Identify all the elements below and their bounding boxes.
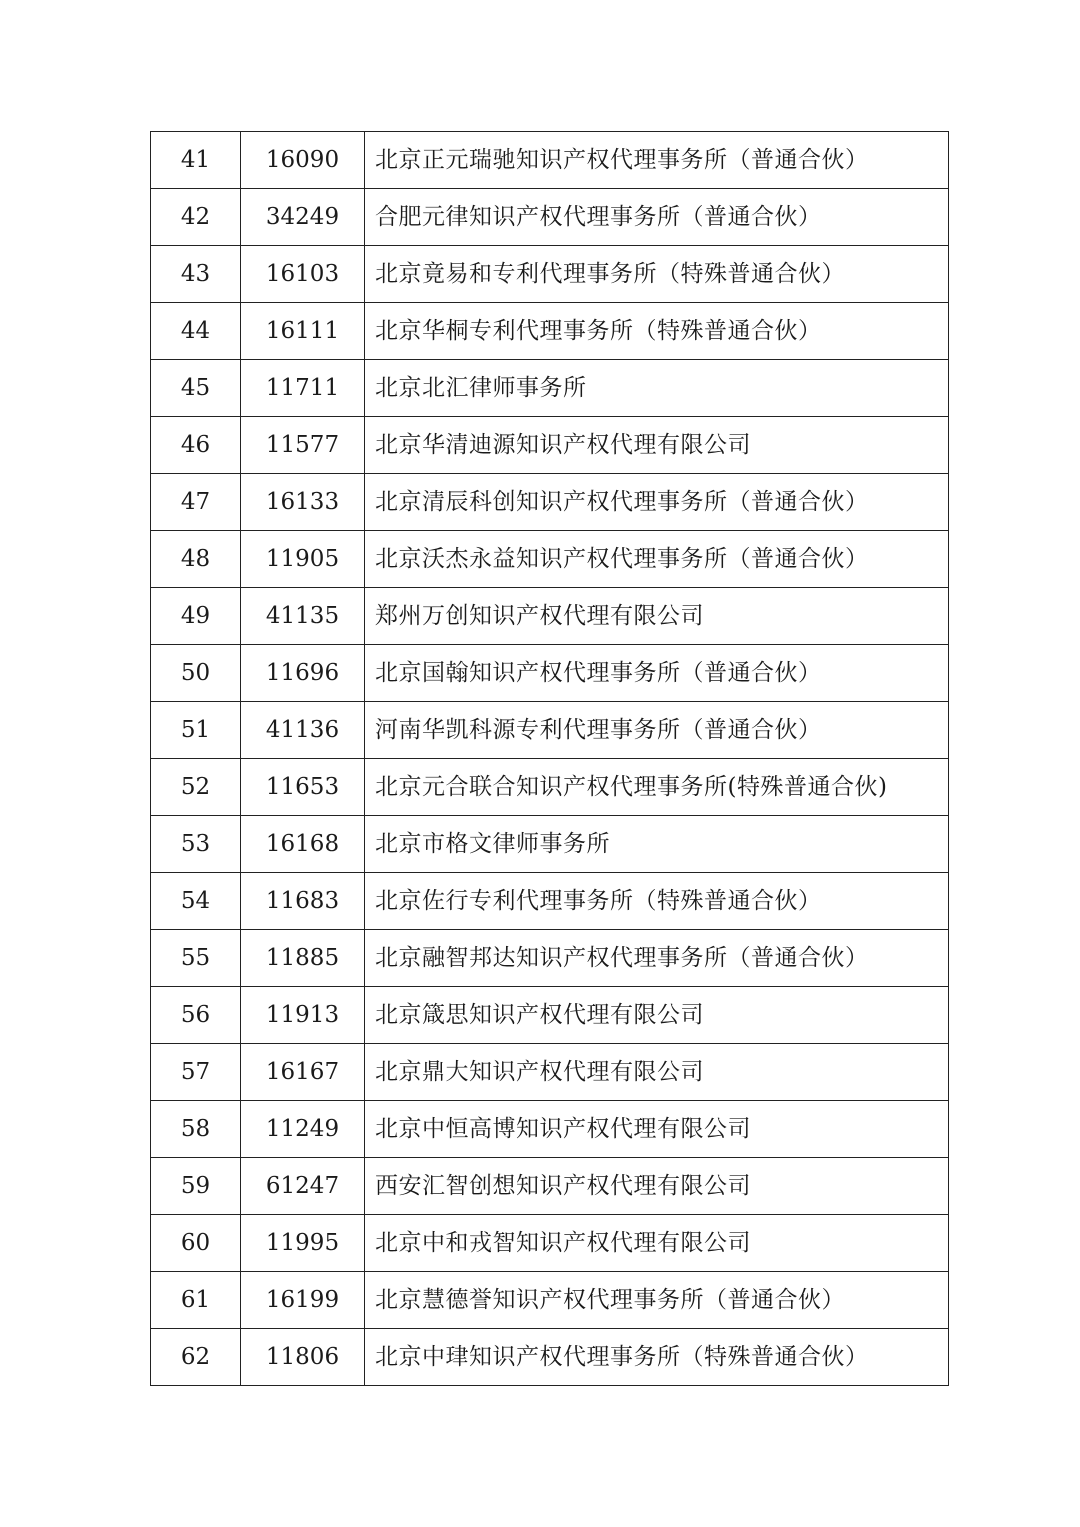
row-agency-code: 11913 [241,987,365,1044]
table-row [151,702,949,759]
row-agency-name: 北京正元瑞驰知识产权代理事务所（普通合伙） [365,132,949,189]
table-row [151,132,949,189]
row-agency-code: 11683 [241,873,365,930]
row-seq-number: 42 [151,189,241,246]
row-agency-code: 16167 [241,1044,365,1101]
table-body [151,132,949,1386]
row-agency-name: 北京中珒知识产权代理事务所（特殊普通合伙） [365,1329,949,1386]
row-seq-number: 52 [151,759,241,816]
table-row [151,1329,949,1386]
row-seq-number: 50 [151,645,241,702]
table-row [151,417,949,474]
row-agency-code: 11905 [241,531,365,588]
row-agency-code: 11711 [241,360,365,417]
row-agency-name: 北京中恒高博知识产权代理有限公司 [365,1101,949,1158]
table-row [151,1044,949,1101]
table-row [151,816,949,873]
row-agency-name: 北京中和戎智知识产权代理有限公司 [365,1215,949,1272]
row-agency-name: 北京融智邦达知识产权代理事务所（普通合伙） [365,930,949,987]
row-agency-name: 北京佐行专利代理事务所（特殊普通合伙） [365,873,949,930]
row-agency-name: 北京国翰知识产权代理事务所（普通合伙） [365,645,949,702]
row-seq-number: 62 [151,1329,241,1386]
row-agency-code: 11577 [241,417,365,474]
table-row [151,1272,949,1329]
row-agency-code: 16111 [241,303,365,360]
row-agency-code: 11806 [241,1329,365,1386]
row-agency-code: 61247 [241,1158,365,1215]
row-seq-number: 54 [151,873,241,930]
row-seq-number: 57 [151,1044,241,1101]
row-agency-code: 11696 [241,645,365,702]
row-seq-number: 47 [151,474,241,531]
row-agency-name: 西安汇智创想知识产权代理有限公司 [365,1158,949,1215]
table-row [151,1101,949,1158]
row-agency-code: 16199 [241,1272,365,1329]
row-agency-code: 11249 [241,1101,365,1158]
row-seq-number: 61 [151,1272,241,1329]
row-agency-name: 北京北汇律师事务所 [365,360,949,417]
row-agency-name: 北京箴思知识产权代理有限公司 [365,987,949,1044]
table-row [151,759,949,816]
row-seq-number: 44 [151,303,241,360]
row-seq-number: 56 [151,987,241,1044]
row-agency-name: 合肥元律知识产权代理事务所（普通合伙） [365,189,949,246]
row-agency-name: 北京华桐专利代理事务所（特殊普通合伙） [365,303,949,360]
table-row [151,246,949,303]
row-agency-code: 16168 [241,816,365,873]
row-seq-number: 58 [151,1101,241,1158]
table-row [151,987,949,1044]
row-agency-name: 北京沃杰永益知识产权代理事务所（普通合伙） [365,531,949,588]
table-row [151,474,949,531]
row-agency-name: 北京鼎大知识产权代理有限公司 [365,1044,949,1101]
row-agency-name: 北京竟易和专利代理事务所（特殊普通合伙） [365,246,949,303]
row-agency-code: 11885 [241,930,365,987]
row-agency-name: 北京慧德誉知识产权代理事务所（普通合伙） [365,1272,949,1329]
table-row [151,303,949,360]
row-agency-name: 北京元合联合知识产权代理事务所(特殊普通合伙) [365,759,949,816]
table-row [151,645,949,702]
row-agency-code: 41136 [241,702,365,759]
row-agency-code: 41135 [241,588,365,645]
row-agency-name: 北京清辰科创知识产权代理事务所（普通合伙） [365,474,949,531]
table-row [151,189,949,246]
table-row [151,873,949,930]
table-row [151,1158,949,1215]
row-agency-code: 16090 [241,132,365,189]
table-row [151,930,949,987]
row-seq-number: 60 [151,1215,241,1272]
table-row [151,1215,949,1272]
row-agency-code: 16133 [241,474,365,531]
table-row [151,588,949,645]
agency-table [150,131,949,1386]
row-seq-number: 55 [151,930,241,987]
row-seq-number: 41 [151,132,241,189]
row-seq-number: 48 [151,531,241,588]
row-seq-number: 43 [151,246,241,303]
table-row [151,531,949,588]
row-seq-number: 59 [151,1158,241,1215]
row-seq-number: 53 [151,816,241,873]
row-agency-code: 11653 [241,759,365,816]
row-agency-name: 河南华凯科源专利代理事务所（普通合伙） [365,702,949,759]
row-agency-name: 郑州万创知识产权代理有限公司 [365,588,949,645]
row-agency-name: 北京华清迪源知识产权代理有限公司 [365,417,949,474]
row-agency-name: 北京市格文律师事务所 [365,816,949,873]
row-agency-code: 16103 [241,246,365,303]
row-seq-number: 46 [151,417,241,474]
row-seq-number: 45 [151,360,241,417]
row-agency-code: 34249 [241,189,365,246]
row-agency-code: 11995 [241,1215,365,1272]
table-row [151,360,949,417]
row-seq-number: 51 [151,702,241,759]
row-seq-number: 49 [151,588,241,645]
